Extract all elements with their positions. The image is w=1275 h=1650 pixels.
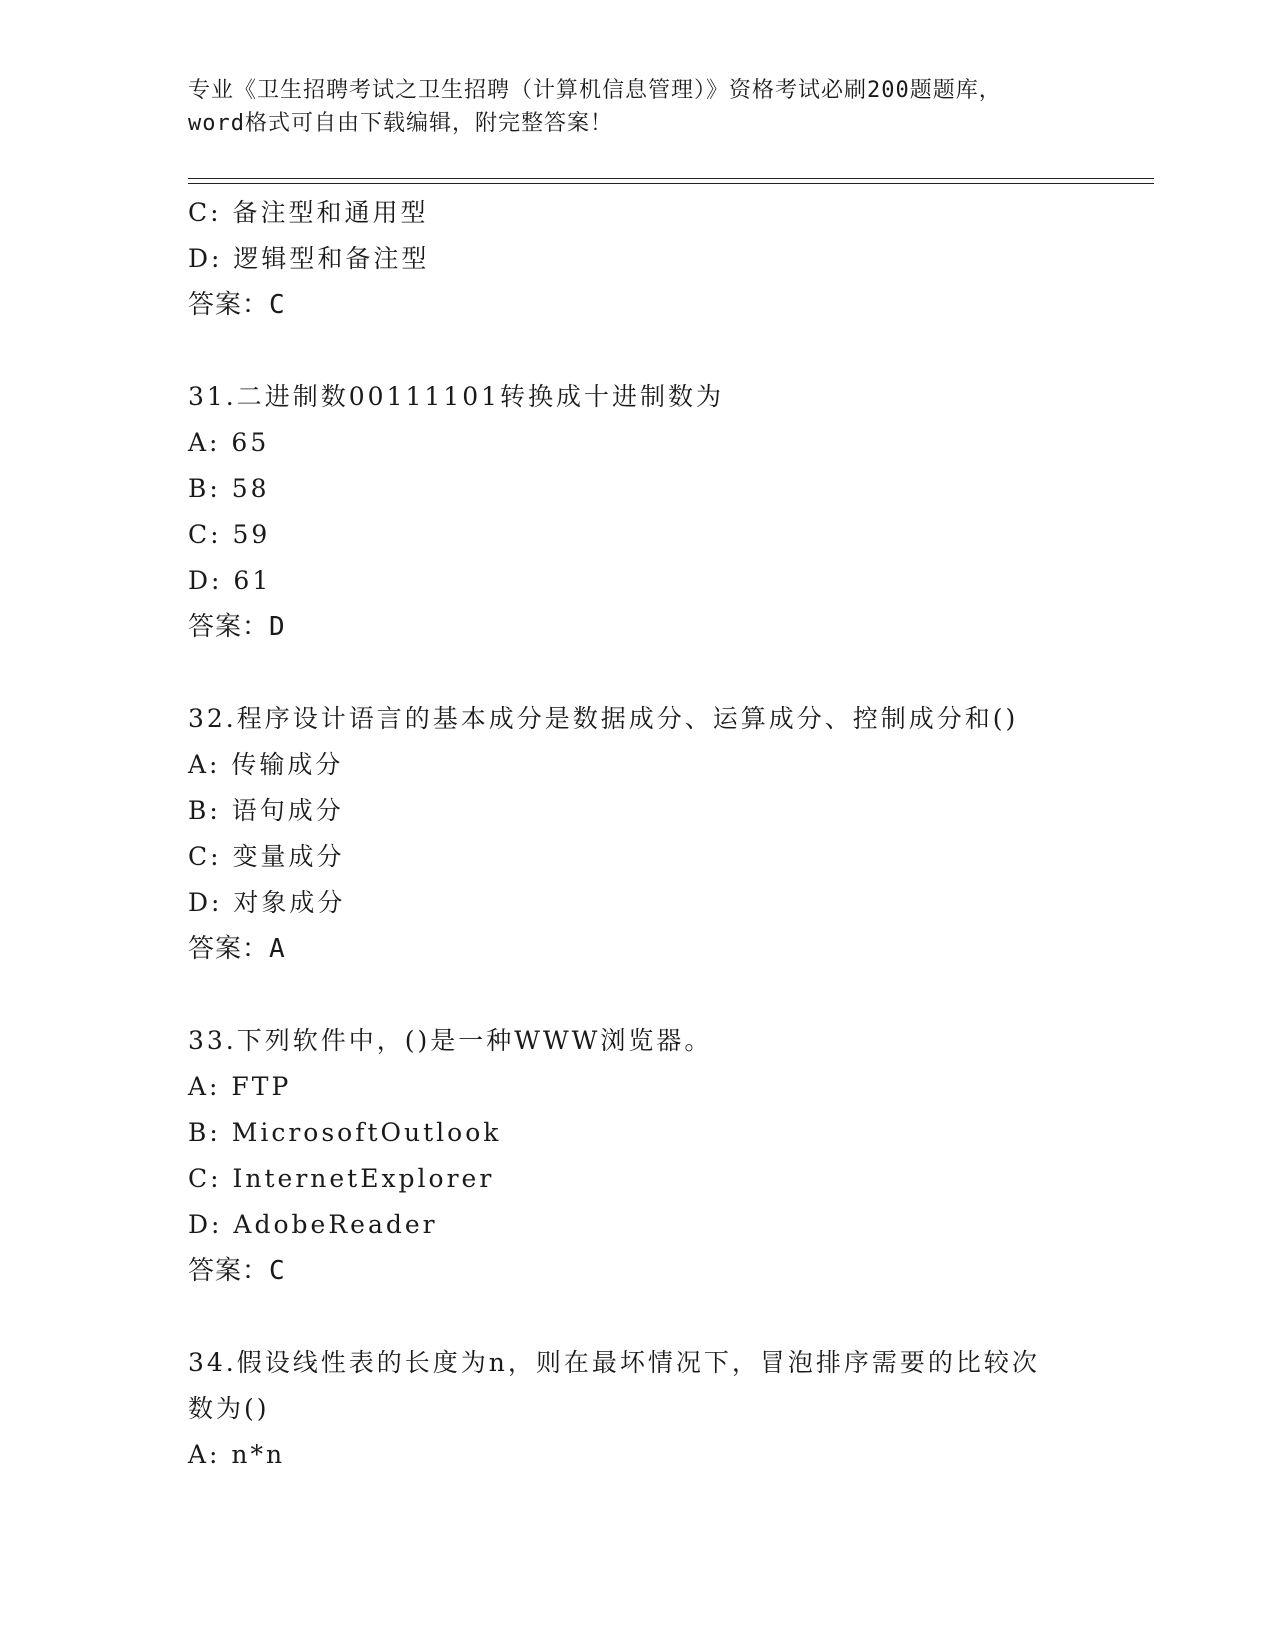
header-line-1: 专业《卫生招聘考试之卫生招聘（计算机信息管理）》资格考试必刷200题题库， [188, 78, 1002, 103]
question-list [188, 190, 1088, 1478]
header-rule-bottom [188, 183, 1154, 184]
option-a: A: n*n [188, 1440, 286, 1469]
question-33 [188, 1018, 1088, 1294]
option-d: D: 逻辑型和备注型 [188, 244, 430, 273]
document-header [188, 74, 1088, 140]
option-b: B: MicrosoftOutlook [188, 1118, 502, 1147]
previous-question-tail [188, 190, 1088, 328]
spacer [188, 650, 1088, 696]
question-stem-line-1: 34.假设线性表的长度为n，则在最坏情况下，冒泡排序需要的比较次 [188, 1348, 1040, 1377]
option-c: C: 变量成分 [188, 842, 345, 871]
answer-line: 答案：C [188, 290, 286, 320]
option-b: B: 58 [188, 474, 270, 503]
spacer [188, 1294, 1088, 1340]
option-d: D: 61 [188, 566, 272, 595]
option-c: C: 备注型和通用型 [188, 198, 429, 227]
spacer [188, 328, 1088, 374]
question-stem: 32.程序设计语言的基本成分是数据成分、运算成分、控制成分和() [188, 704, 1019, 733]
option-b: B: 语句成分 [188, 796, 344, 825]
option-a: A: FTP [188, 1072, 292, 1101]
option-a: A: 传输成分 [188, 750, 344, 779]
question-stem: 33.下列软件中，()是一种WWW浏览器。 [188, 1026, 713, 1055]
question-34 [188, 1340, 1088, 1478]
option-d: D: 对象成分 [188, 888, 346, 917]
header-rule-top [188, 178, 1154, 179]
option-a: A: 65 [188, 428, 270, 457]
question-32 [188, 696, 1088, 972]
answer-line: 答案：D [188, 612, 286, 642]
question-31 [188, 374, 1088, 650]
header-line-2: word格式可自由下载编辑，附完整答案！ [188, 111, 613, 136]
option-d: D: AdobeReader [188, 1210, 438, 1239]
option-c: C: 59 [188, 520, 271, 549]
answer-line: 答案：A [188, 934, 286, 964]
option-c: C: InternetExplorer [188, 1164, 495, 1193]
question-stem: 31.二进制数00111101转换成十进制数为 [188, 382, 725, 411]
question-stem-line-2: 数为() [188, 1394, 270, 1423]
answer-line: 答案：C [188, 1256, 286, 1286]
spacer [188, 972, 1088, 1018]
